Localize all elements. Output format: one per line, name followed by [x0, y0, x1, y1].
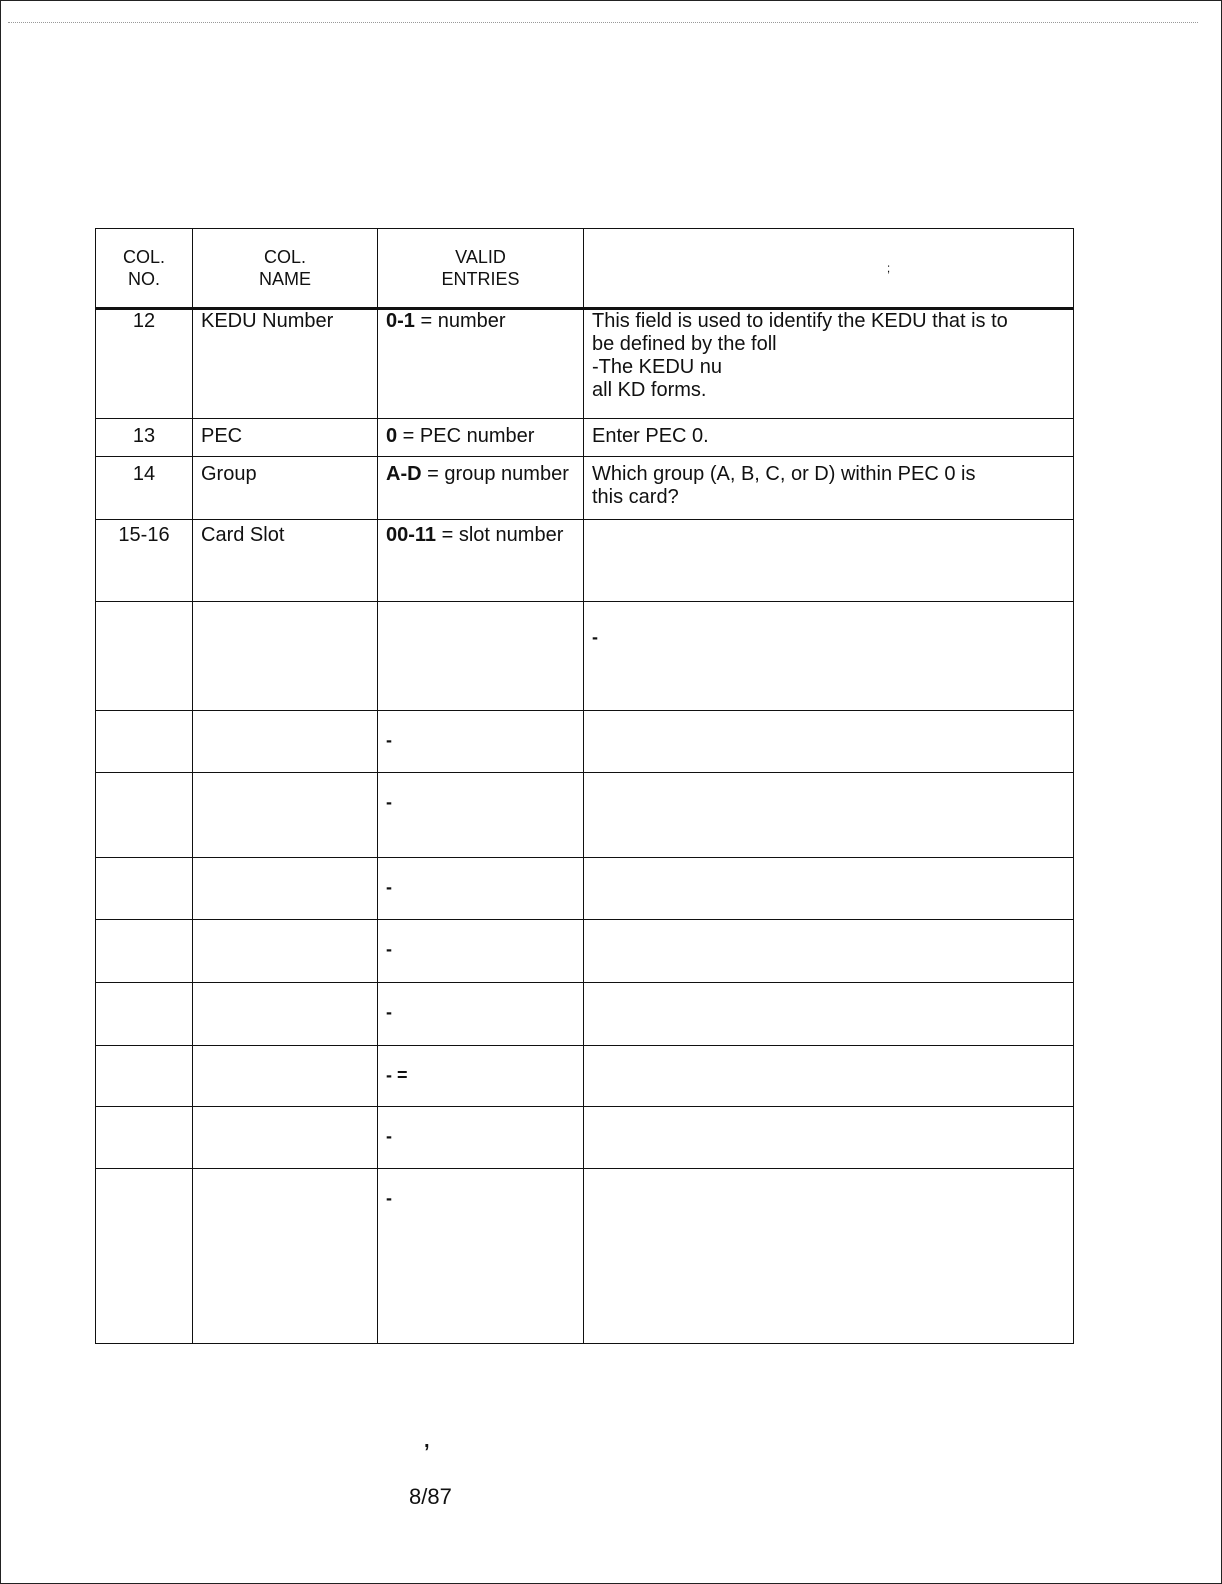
row-col-no [96, 1169, 193, 1344]
header-description-mark: ; [886, 261, 891, 275]
row-valid-entries [378, 309, 584, 419]
table-row [96, 920, 1074, 983]
row-valid-entries [378, 457, 584, 520]
row-col-name [193, 773, 378, 858]
row-description [584, 520, 1074, 602]
valid-range: 0-1 [386, 310, 415, 332]
table-row [96, 309, 1074, 419]
row-valid-entries [378, 602, 584, 711]
row-col-name [193, 858, 378, 920]
row-valid-entries [378, 711, 584, 773]
header-col-name-line1: COL. [263, 247, 306, 267]
row-description [584, 1169, 1074, 1344]
row-valid-entries [378, 920, 584, 983]
row-description [584, 711, 1074, 773]
row-description [584, 773, 1074, 858]
table-header-row [96, 229, 1074, 309]
row-description [584, 457, 1074, 520]
row-col-name [193, 1169, 378, 1344]
header-col-name [193, 229, 378, 309]
row-valid-entries [378, 1046, 584, 1107]
valid-range: 0 [386, 425, 398, 447]
table-row [96, 602, 1074, 711]
table-row [96, 711, 1074, 773]
row-description [584, 602, 1074, 711]
valid-meaning: = group number [421, 463, 569, 485]
row-col-no: 14 [96, 457, 193, 520]
stray-comma-mark: , [424, 1430, 430, 1452]
row-valid-entries [378, 419, 584, 457]
table-row [96, 1046, 1074, 1107]
valid-meaning: = slot number [436, 524, 564, 546]
row-col-name: Card Slot [193, 520, 378, 602]
description-line: Which group (A, B, C, or D) within PEC 0 is [592, 463, 976, 485]
valid-mark: - [386, 877, 392, 897]
valid-range: 00-11 [386, 524, 437, 546]
row-col-name: PEC [193, 419, 378, 457]
description-line: Enter PEC 0. [592, 425, 709, 447]
row-valid-entries [378, 858, 584, 920]
row-valid-entries [378, 1169, 584, 1344]
table-row [96, 983, 1074, 1046]
row-valid-entries [378, 1107, 584, 1169]
row-col-no [96, 858, 193, 920]
row-description [584, 309, 1074, 419]
row-description [584, 419, 1074, 457]
header-valid-entries-line2: ENTRIES [441, 269, 520, 289]
form-definition-table [95, 228, 1074, 1344]
row-col-no [96, 983, 193, 1046]
valid-mark: - [386, 1126, 392, 1146]
valid-mark: - [386, 792, 392, 812]
row-description [584, 920, 1074, 983]
valid-meaning: = PEC number [397, 425, 535, 447]
description-line: This field is used to identify the KEDU that is to [592, 310, 1008, 332]
description-line: this card? [592, 486, 679, 508]
table-row [96, 773, 1074, 858]
row-col-no [96, 1107, 193, 1169]
row-col-name [193, 711, 378, 773]
valid-mark: - [386, 1002, 392, 1022]
table-row [96, 1169, 1074, 1344]
row-valid-entries [378, 520, 584, 602]
row-col-name: KEDU Number [193, 309, 378, 419]
description-line: all KD forms. [592, 379, 707, 401]
header-col-name-line2: NAME [258, 269, 311, 289]
row-col-name [193, 1107, 378, 1169]
row-col-no: 13 [96, 419, 193, 457]
header-col-no [96, 229, 193, 309]
table-row [96, 520, 1074, 602]
description-line: be defined by the foll [592, 333, 777, 355]
row-description [584, 1107, 1074, 1169]
valid-range: A-D [386, 463, 422, 485]
row-valid-entries [378, 983, 584, 1046]
table-row [96, 457, 1074, 520]
row-description [584, 1046, 1074, 1107]
valid-mark: - [386, 730, 392, 750]
row-col-no [96, 1046, 193, 1107]
description-line: -The KEDU nu [592, 356, 723, 378]
table-row [96, 419, 1074, 457]
description-mark: - [592, 627, 598, 647]
header-valid-entries-line1: VALID [455, 247, 506, 267]
row-col-no [96, 711, 193, 773]
row-col-name [193, 920, 378, 983]
page-date-footer: 8/87 [409, 1484, 452, 1509]
scan-artifact-line [8, 22, 1198, 23]
row-col-no [96, 920, 193, 983]
header-description [584, 229, 1074, 309]
row-col-no: 12 [96, 309, 193, 419]
row-valid-entries [378, 773, 584, 858]
header-col-no-line2: NO. [127, 269, 160, 289]
table-row [96, 858, 1074, 920]
row-col-name [193, 1046, 378, 1107]
valid-mark: - = [386, 1065, 408, 1085]
valid-meaning: = number [414, 310, 506, 332]
row-description [584, 983, 1074, 1046]
row-col-no [96, 602, 193, 711]
table-row [96, 1107, 1074, 1169]
valid-mark: - [386, 1188, 392, 1208]
row-description [584, 858, 1074, 920]
row-col-no [96, 773, 193, 858]
row-col-name [193, 602, 378, 711]
valid-mark: - [386, 939, 392, 959]
row-col-no: 15-16 [96, 520, 193, 602]
header-col-no-line1: COL. [122, 247, 165, 267]
header-valid-entries [378, 229, 584, 309]
row-col-name [193, 983, 378, 1046]
row-col-name: Group [193, 457, 378, 520]
